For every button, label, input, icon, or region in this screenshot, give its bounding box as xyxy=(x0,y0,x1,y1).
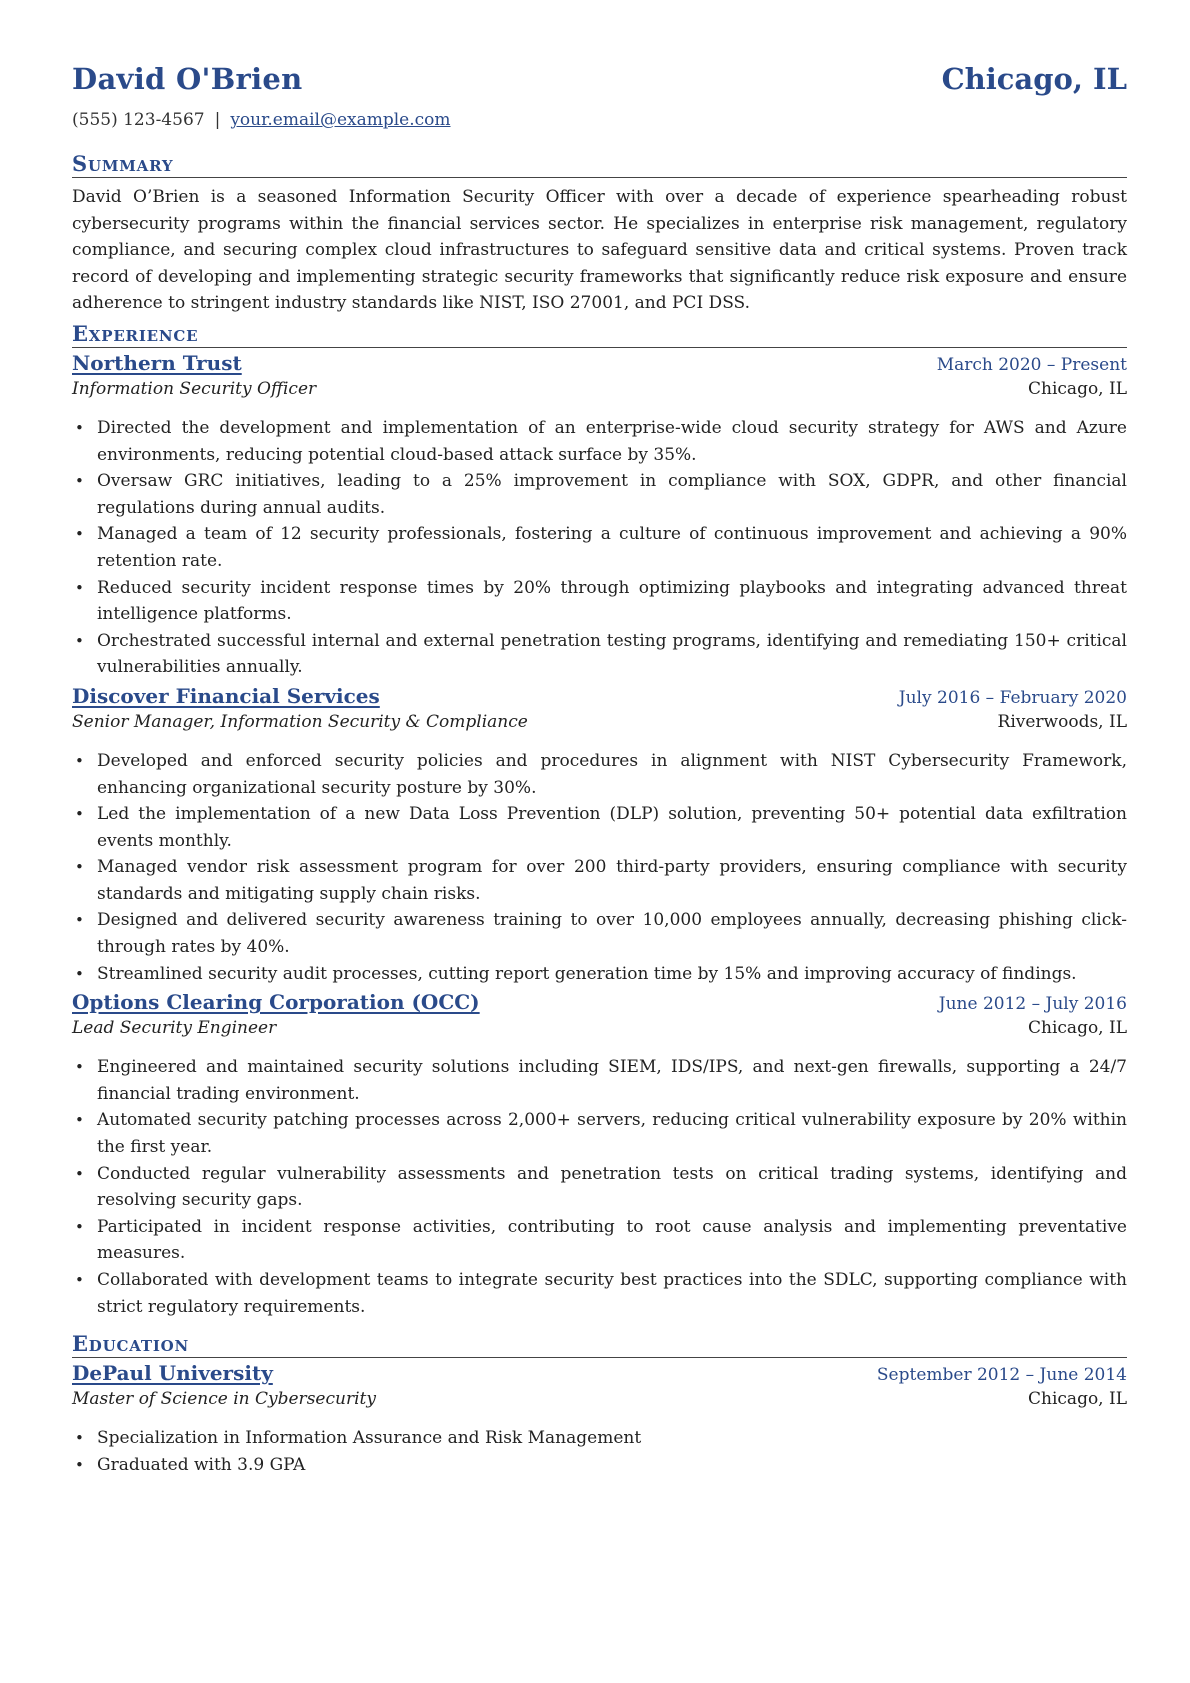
job-header xyxy=(72,684,1127,712)
job-location: Riverwoods, IL xyxy=(997,711,1127,732)
employer-link[interactable]: Discover Financial Services xyxy=(72,683,380,708)
bullet-item: • Collaborated with development teams to integrate security best practices into the SDLC, supporting compliance with strict regulatory requirements. xyxy=(97,1267,1127,1320)
employer-link[interactable]: Northern Trust xyxy=(72,350,242,375)
bullet-item: • Orchestrated successful internal and external penetration testing programs, identifying and remediating 150+ critical vulnerabilities annually. xyxy=(97,628,1127,681)
job-header xyxy=(72,990,1127,1018)
job-location: Chicago, IL xyxy=(1028,1018,1127,1039)
education-dates: September 2012 – June 2014 xyxy=(876,1365,1127,1386)
phone-number: (555) 123-4567 xyxy=(72,110,205,130)
contact-line xyxy=(72,110,1127,140)
degree: Master of Science in Cybersecurity xyxy=(72,1389,376,1410)
candidate-name: David O'Brien xyxy=(72,62,303,96)
summary-text: David O’Brien is a seasoned Information Security Officer with over a decade of experience spearheading robust cybersecurity programs within the financial services sector. He specializes in enterprise risk management, regulatory compliance, and securing complex cloud infrastructures to safeguard sensitive data and critical systems. Proven track record of developing and implementing strategic security frameworks that significantly reduce risk exposure and ensure adherence to stringent industry standards like NIST, ISO 27001, and PCI DSS. xyxy=(72,187,1127,314)
bullet-item: • Developed and enforced security policies and procedures in alignment with NIST Cybersecurity Framework, enhancing organizational security posture by 30%. xyxy=(97,748,1127,801)
bullet-item: • Led the implementation of a new Data Loss Prevention (DLP) solution, preventing 50+ potential data exfiltration events monthly. xyxy=(97,801,1127,854)
candidate-location: Chicago, IL xyxy=(941,62,1127,96)
job-dates: July 2016 – February 2020 xyxy=(898,687,1127,708)
bullet-item: • Engineered and maintained security solutions including SIEM, IDS/IPS, and next-gen firewalls, supporting a 24/7 financial trading environment. xyxy=(97,1054,1127,1107)
employer-link[interactable]: Options Clearing Corporation (OCC) xyxy=(72,990,480,1015)
education-header xyxy=(72,1361,1127,1389)
job-title: Information Security Officer xyxy=(72,378,317,399)
bullet-item: • Conducted regular vulnerability assessments and penetration tests on critical trading systems, identifying and resolving security gaps. xyxy=(97,1161,1127,1214)
bullet-item: • Designed and delivered security awareness training to over 10,000 employees annually, decreasing phishing click-through rates by 40%. xyxy=(97,907,1127,960)
job-location: Chicago, IL xyxy=(1028,378,1127,399)
bullet-item: • Oversaw GRC initiatives, leading to a 25% improvement in compliance with SOX, GDPR, and other financial regulations during annual audits. xyxy=(97,468,1127,521)
job-bullets xyxy=(72,1054,1127,1320)
education-location: Chicago, IL xyxy=(1028,1389,1127,1410)
education-subheader xyxy=(72,1389,1127,1417)
job-dates: June 2012 – July 2016 xyxy=(938,994,1127,1015)
job-entry xyxy=(72,990,1127,1320)
education-entry xyxy=(72,1361,1127,1478)
job-bullets xyxy=(72,748,1127,987)
header xyxy=(72,62,1127,106)
job-bullets xyxy=(72,415,1127,681)
job-dates: March 2020 – Present xyxy=(936,354,1127,375)
job-title: Senior Manager, Information Security & Compliance xyxy=(72,711,528,732)
bullet-item: • Participated in incident response activities, contributing to root cause analysis and implementing preventative measures. xyxy=(97,1214,1127,1267)
education-bullets xyxy=(72,1425,1127,1478)
job-entry xyxy=(72,684,1127,987)
section-title-education: Education xyxy=(72,1332,1127,1358)
bullet-item: • Reduced security incident response times by 20% through optimizing playbooks and integrating advanced threat intelligence platforms. xyxy=(97,575,1127,628)
email-link[interactable]: your.email@example.com xyxy=(230,110,451,130)
section-title-summary: Summary xyxy=(72,152,1127,178)
job-entry xyxy=(72,351,1127,681)
bullet-item: • Managed a team of 12 security professionals, fostering a culture of continuous improvement and achieving a 90% retention rate. xyxy=(97,521,1127,574)
section-title-experience: Experience xyxy=(72,322,1127,348)
job-title: Lead Security Engineer xyxy=(72,1018,277,1039)
bullet-item: • Specialization in Information Assurance and Risk Management xyxy=(97,1425,1127,1452)
bullet-item: • Managed vendor risk assessment program for over 200 third-party providers, ensuring compliance with security standards and mitigating supply chain risks. xyxy=(97,854,1127,907)
job-subheader xyxy=(72,379,1127,407)
job-subheader xyxy=(72,1018,1127,1046)
job-subheader xyxy=(72,712,1127,740)
bullet-item: • Automated security patching processes across 2,000+ servers, reducing critical vulnerability exposure by 20% within the first year. xyxy=(97,1107,1127,1160)
bullet-item: • Directed the development and implementation of an enterprise-wide cloud security strategy for AWS and Azure environments, reducing potential cloud-based attack surface by 35%. xyxy=(97,415,1127,468)
job-header xyxy=(72,351,1127,379)
school-link[interactable]: DePaul University xyxy=(72,1361,273,1386)
bullet-item: • Streamlined security audit processes, cutting report generation time by 15% and improving accuracy of findings. xyxy=(97,961,1127,988)
bullet-item: • Graduated with 3.9 GPA xyxy=(97,1452,1127,1479)
contact-separator: | xyxy=(214,110,221,130)
